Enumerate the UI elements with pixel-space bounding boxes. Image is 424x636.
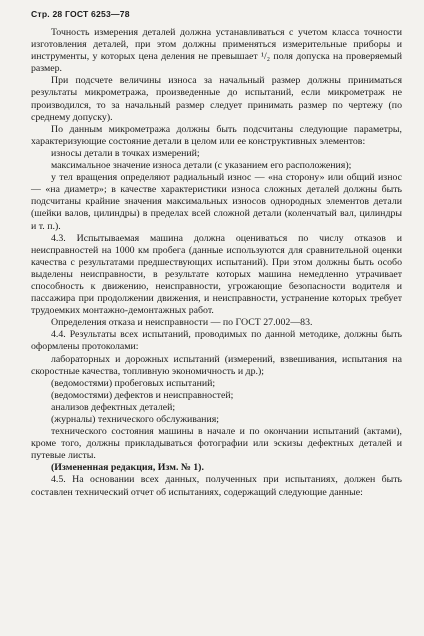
- page-header: Стр. 28 ГОСТ 6253—78: [31, 9, 130, 19]
- paragraph-wear-calculation: При подсчете величины износа за начальный размер должны приниматься результаты микрометража, произведенные до испытаний, если микрометраж не производился, то за начальный размер следует принимать размер по чертежу (по среднему допуску).: [31, 75, 402, 123]
- paragraph-section-4-5: 4.5. На основании всех данных, полученных при испытаниях, должен быть составлен технический отчет об испытаниях, содержащий следующие данные:: [31, 474, 402, 498]
- list-item-defects: (ведомостями) дефектов и неисправностей;: [51, 389, 234, 401]
- paragraph-measurement-accuracy: Точность измерения деталей должна устанавливаться с учетом класса точности изготовления деталей, при этом должны применяться измерительные приборы и инструменты, у которых цена деления не превышает ¹/₂ поля допуска на проверяемый размер.: [31, 27, 402, 75]
- list-item-max-wear: максимальное значение износа детали (с указанием его расположения);: [51, 160, 352, 172]
- list-item-mileage-tests: (ведомостями) пробеговых испытаний;: [51, 377, 216, 389]
- list-item-rotation-bodies: у тел вращения определяют радиальный износ — «на сторону» или общий износ — «на диаметр»; в качестве характеристики износа сложных деталей должны быть подсчитаны крайние значения максимальных износов однородных элементов детали (шейки валов, цилиндры) в пределах всей сложной детали (коленчатый вал, цилиндры и т. п.).: [31, 172, 402, 232]
- paragraph-parameters-intro: По данным микрометража должны быть подсчитаны следующие параметры, характеризующие состояние детали в целом или ее конструктивных элементов:: [31, 123, 402, 147]
- paragraph-section-4-3: 4.3. Испытываемая машина должна оцениваться по числу отказов и неисправностей на 1000 км пробега (данные используются для сравнительной оценки качества с результатами предшествующих испытаний). При этом должны быть особо выделены неисправности, в результате которых машина немедленно утрачивает способность к движению, неисправности, угрожающие безопасности водителя и пассажира при продолжении движения, и неисправности, устранение которых требует трудоемких монтажно-демонтажных работ.: [31, 232, 402, 317]
- list-item-wear-points: износы детали в точках измерений;: [51, 147, 200, 159]
- paragraph-failure-definition: Определения отказа и неисправности — по ГОСТ 27.002—83.: [51, 317, 313, 329]
- list-item-maintenance-log: (журналы) технического обслуживания;: [51, 414, 219, 425]
- paragraph-section-4-4: 4.4. Результаты всех испытаний, проводимых по данной методике, должны быть оформлены протоколами:: [31, 329, 402, 353]
- list-item-defect-analysis: анализов дефектных деталей;: [51, 401, 176, 413]
- amendment-note: (Измененная редакция, Изм. № 1).: [51, 462, 204, 474]
- list-item-lab-tests: лабораторных и дорожных испытаний (измерений, взвешивания, испытания на скоростные качества, топливную экономичность и др.);: [31, 353, 402, 377]
- list-item-technical-state: технического состояния машины в начале и по окончании испытаний (актами), кроме того, должны прикладываться фотографии или эскизы дефектных деталей и путевые листы.: [31, 426, 402, 462]
- document-body: [31, 27, 402, 499]
